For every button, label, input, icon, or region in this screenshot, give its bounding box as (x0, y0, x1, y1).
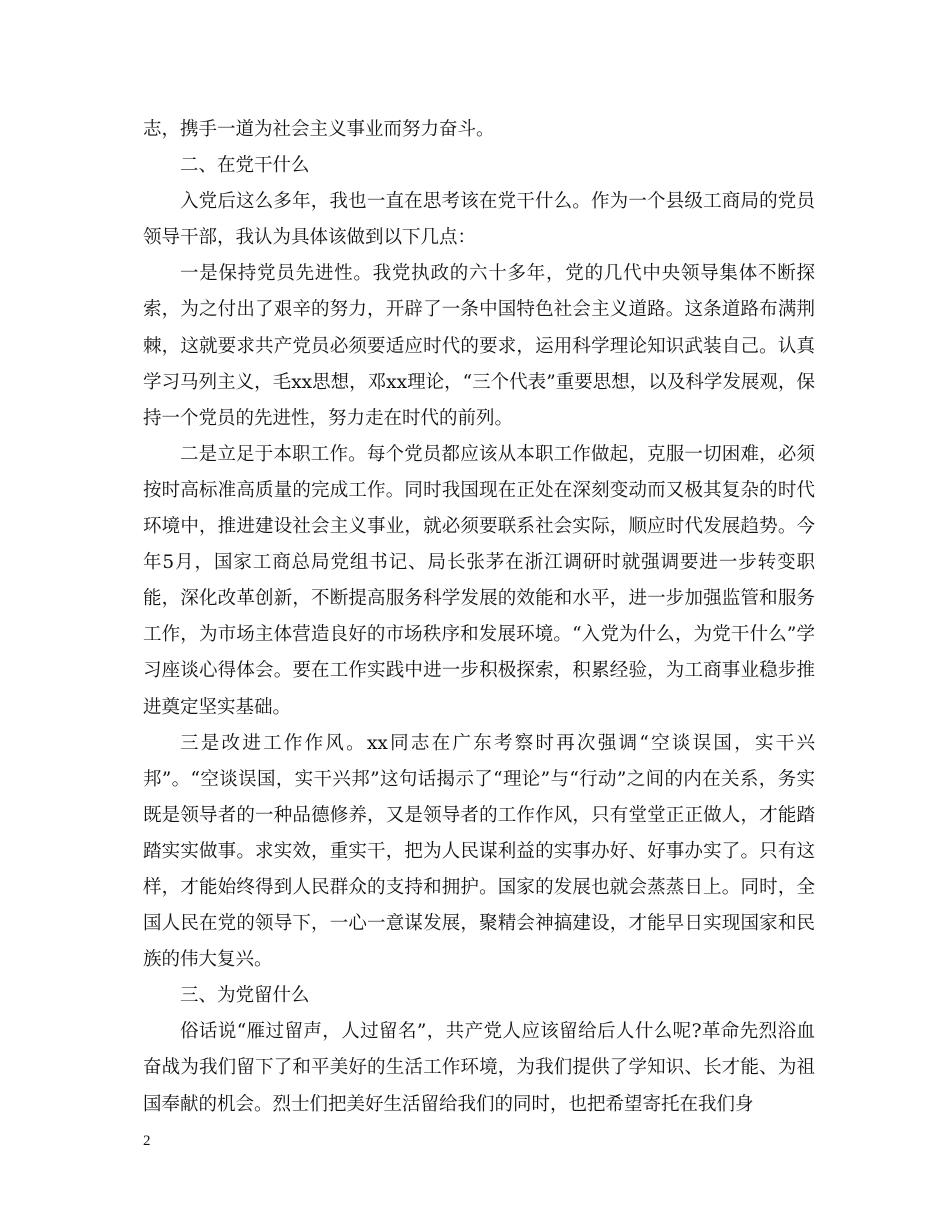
section-heading-what-to-do: 二、在党干什么 (180, 155, 310, 177)
paragraph-point-two: 二是立足于本职工作。每个党员都应该从本职工作做起，克服一切困难，必须按时高标准高质量的完成工作。同时我国现在正处在深刻变动而又极其复杂的时代环境中，推进建设社会主义事业，就必须要联系社会实际，顺应时代发展趋势。今年5月，国家工商总局党组书记、局长张茅在浙江调研时就强调要进一步转变职能，深化改革创新，不断提高服务科学发展的效能和水平，进一步加强监管和服务工作，为市场主体营造良好的市场秩序和发展环境。“入党为什么，为党干什么”学习座谈心得体会。要在工作实践中进一步积极探索，积累经验，为工商事业稳步推进奠定坚实基础。 (143, 443, 815, 718)
document-body (143, 112, 815, 1123)
page-number: 2 (143, 1133, 151, 1149)
paragraph-point-one: 一是保持党员先进性。我党执政的六十多年，党的几代中央领导集体不断探索，为之付出了艰辛的努力，开辟了一条中国特色社会主义道路。这条道路布满荆棘，这就要求共产党员必须要适应时代的要求，运用科学理论知识武装自己。认真学习马列主义，毛xx思想，邓xx理论，“三个代表”重要思想，以及科学发展观，保持一个党员的先进性，努力走在时代的前列。 (143, 263, 815, 429)
paragraph-closing-line: 志，携手一道为社会主义事业而努力奋斗。 (143, 119, 495, 140)
paragraph-intro: 入党后这么多年，我也一直在思考该在党干什么。作为一个县级工商局的党员领导干部，我认为具体该做到以下几点： (143, 191, 815, 249)
paragraph-legacy: 俗话说“雁过留声，人过留名”，共产党人应该留给后人什么呢?革命先烈浴血奋战为我们留下了和平美好的生活工作环境，为我们提供了学知识、长才能、为祖国奉献的机会。烈士们把美好生活留给我们的同时，也把希望寄托在我们身 (143, 1021, 815, 1115)
paragraph-point-three: 三是改进工作作风。xx同志在广东考察时再次强调“空谈误国，实干兴邦”。“空谈误国，实干兴邦”这句话揭示了“理论”与“行动”之间的内在关系，务实既是领导者的一种品德修养，又是领导者的工作作风，只有堂堂正正做人，才能踏踏实实做事。求实效，重实干，把为人民谋利益的实事办好、好事办实了。只有这样，才能始终得到人民群众的支持和拥护。国家的发展也就会蒸蒸日上。同时，全国人民在党的领导下，一心一意谋发展，聚精会神搞建设，才能早日实现国家和民族的伟大复兴。 (143, 732, 815, 971)
section-heading-what-to-leave: 三、为党留什么 (180, 985, 310, 1007)
